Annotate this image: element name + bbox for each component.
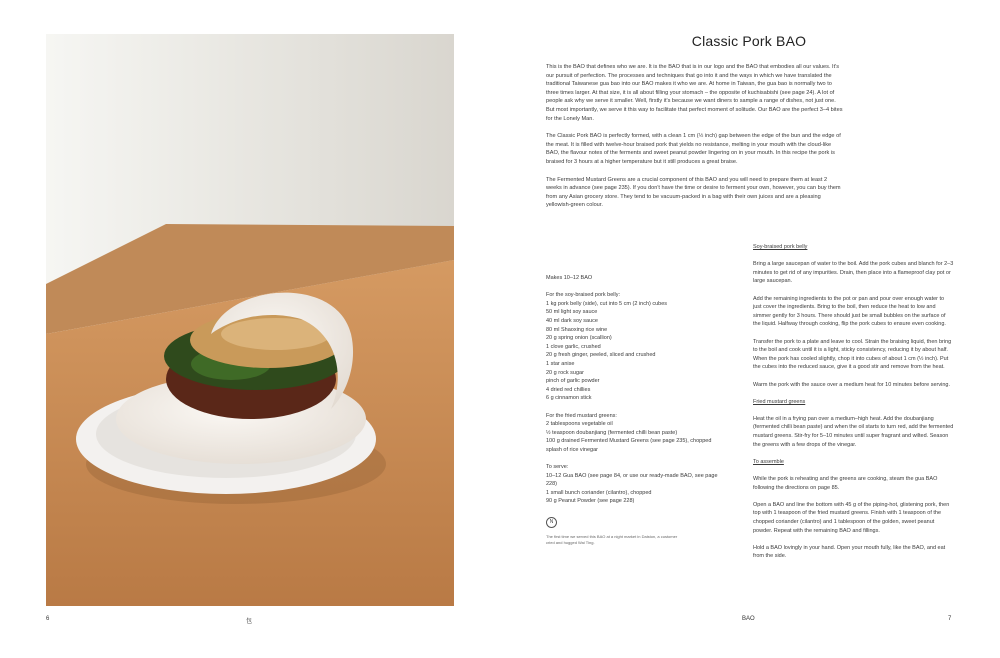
method-step: While the pork is reheating and the greens are cooking, steam the gua BAO following the directions on page 85. bbox=[753, 476, 938, 491]
ingredient-group-pork bbox=[546, 291, 726, 403]
method-step: Hold a BAO lovingly in your hand. Open your mouth fully, like the BAO, and eat from the side. bbox=[753, 544, 946, 560]
intro-text bbox=[546, 63, 844, 219]
ingredient-item: 80 ml Shaoxing rice wine bbox=[546, 326, 608, 333]
ingredient-item: pinch of garlic powder bbox=[546, 378, 600, 385]
right-page-number: 7 bbox=[948, 616, 952, 622]
makes-yield: Makes 10–12 BAO bbox=[546, 275, 593, 281]
method-step: Open a BAO and line the bottom with 45 g of the piping-hot, glistening pork, then top with 1 teaspoon of the fried mustard greens. Finish with 1 teaspoon of the chopped coriander (cilantro) and 1 tablespoon of the golden, sweet peanut powder. Repeat with the remaining BAO and fillings. bbox=[753, 501, 950, 534]
method-heading-greens: Fried mustard greens bbox=[753, 398, 806, 405]
ingredient-item: 90 g Peanut Powder (see page 228) bbox=[546, 498, 635, 505]
ingredient-item: 1 small bunch coriander (cilantro), chopped bbox=[546, 489, 652, 496]
method-heading-assemble: To assemble bbox=[753, 458, 784, 465]
ingredient-group-heading: For the soy-braised pork belly: bbox=[546, 292, 620, 299]
ingredient-group-heading: To serve: bbox=[546, 464, 569, 471]
ingredient-group-greens bbox=[546, 412, 726, 455]
method-steps bbox=[753, 243, 954, 570]
method-step: Add the remaining ingredients to the pot or pan and pour over enough water to just cover the ingredients. Bring to the boil, then reduce the heat to low and simmer gently for 3 hours. There should just be small bubbles on the surface of the liquid. Halfway through cooking, flip the pork cubes to ensure even cooking. bbox=[753, 295, 946, 328]
bao-photo-illustration bbox=[46, 34, 454, 606]
ingredient-item: 20 g fresh ginger, peeled, sliced and crushed bbox=[546, 352, 656, 359]
method-step: Bring a large saucepan of water to the boil. Add the pork cubes and blanch for 2–3 minutes to get rid of any impurities. Drain, then place into a flameproof clay pot or large saucepan. bbox=[753, 261, 954, 285]
ingredient-item: 40 ml dark soy sauce bbox=[546, 317, 598, 324]
method-step: Transfer the pork to a plate and leave to cool. Strain the braising liquid, then bring to the boil and cook until it is a light, sticky consistency, reducing it by about half. When the pork has cooled slightly, chop it into cubes of about 1 cm (½ inch). Put the cubes into the reduced sauce, give it a good stir and remove from the heat. bbox=[753, 338, 952, 371]
ingredient-group-serve bbox=[546, 463, 726, 506]
footnote: The first time we served this BAO at a night market in Dalston, a customer cried and hugged Wai Ting. bbox=[546, 533, 678, 545]
method-step: Heat the oil in a frying pan over a medium–high heat. Add the doubanjiang (fermented chilli bean paste) and when the oil starts to turn red, add the fermented mustard greens. Stir-fry for 5–10 minutes until super fragrant and wilted. Season the greens with a few drops of the vinegar. bbox=[753, 415, 954, 448]
method-step: Warm the pork with the sauce over a medium heat for 10 minutes before serving. bbox=[753, 381, 950, 388]
method-heading-pork: Soy-braised pork belly bbox=[753, 244, 808, 250]
intro-paragraph: This is the BAO that defines who we are. It is the BAO that is in our logo and the BAO that embodies all our values. It's our pursuit of perfection. The processes and techniques that go into it and the ways in which we have translated the traditional Taiwanese gua bao into our BAO makes it who we are. At home in Taiwan, the gua bao is normally two to three times larger. At that size, it is all about filling your stomach – the opposite of kuchisabishi (see page 24). A lot of people ask why we serve it smaller. Well, firstly it's because we want diners to sample a range of dishes, not just one. But most importantly, we serve it this way to facilitate that perfect moment of solitude. Our BAO are the perfect 3–4 bites for the Lonely Man. bbox=[546, 64, 843, 122]
ingredient-item: 50 ml light soy sauce bbox=[546, 309, 598, 316]
bao-photo bbox=[46, 34, 454, 606]
ingredient-item: 6 g cinnamon stick bbox=[546, 395, 592, 402]
ingredient-item: 1 star anise bbox=[546, 360, 575, 367]
ingredient-item: 20 g rock sugar bbox=[546, 369, 584, 376]
ingredient-item: 1 kg pork belly (side), cut into 5 cm (2 inch) cubes bbox=[546, 300, 668, 307]
left-page-number: 6 bbox=[46, 616, 50, 622]
ingredient-item: ½ teaspoon doubanjiang (fermented chilli bean paste) bbox=[546, 429, 678, 436]
ingredient-item: 10–12 Gua BAO (see page 84, or use our ready-made BAO, see page 228) bbox=[546, 472, 718, 488]
intro-paragraph: The Classic Pork BAO is perfectly formed, with a clean 1 cm (½ inch) gap between the edge of the bun and the edge of the meat. It is filled with twelve-hour braised pork that yields no resistance, melting in your mouth with the cloud-like BAO, the flavour notes of the ferments and sweet peanut powder lingering on in your mouth. In this recipe the pork is braised for 3 hours at a higher temperature but it still produces a great braise. bbox=[546, 133, 841, 165]
ingredient-item: 4 dried red chillies bbox=[546, 386, 591, 393]
intro-paragraph: The Fermented Mustard Greens are a crucial component of this BAO and you will need to prepare them at least 2 weeks in advance (see page 235). If you don't have the time or desire to ferment your own, however, you can buy them from any Asian grocery store. They tend to be vacuum-packed in a bag with their own juices and are a pleasing yellowish-green colour. bbox=[546, 176, 841, 209]
recipe-title: Classic Pork BAO bbox=[691, 33, 807, 49]
ingredient-item: splash of rice vinegar bbox=[546, 446, 598, 453]
ingredient-group-heading: For the fried mustard greens: bbox=[546, 412, 617, 419]
right-running-head: BAO bbox=[742, 616, 755, 622]
left-running-mark: 包 bbox=[246, 619, 253, 625]
ingredient-item: 20 g spring onion (scallion) bbox=[546, 335, 612, 342]
ingredient-item: 100 g drained Fermented Mustard Greens (see page 235), chopped bbox=[546, 438, 712, 445]
ingredient-item: 2 tablespoons vegetable oil bbox=[546, 421, 613, 428]
ingredient-item: 1 clove garlic, crushed bbox=[546, 343, 601, 350]
note-badge-icon: N bbox=[546, 517, 557, 528]
ingredients-list bbox=[546, 274, 726, 546]
